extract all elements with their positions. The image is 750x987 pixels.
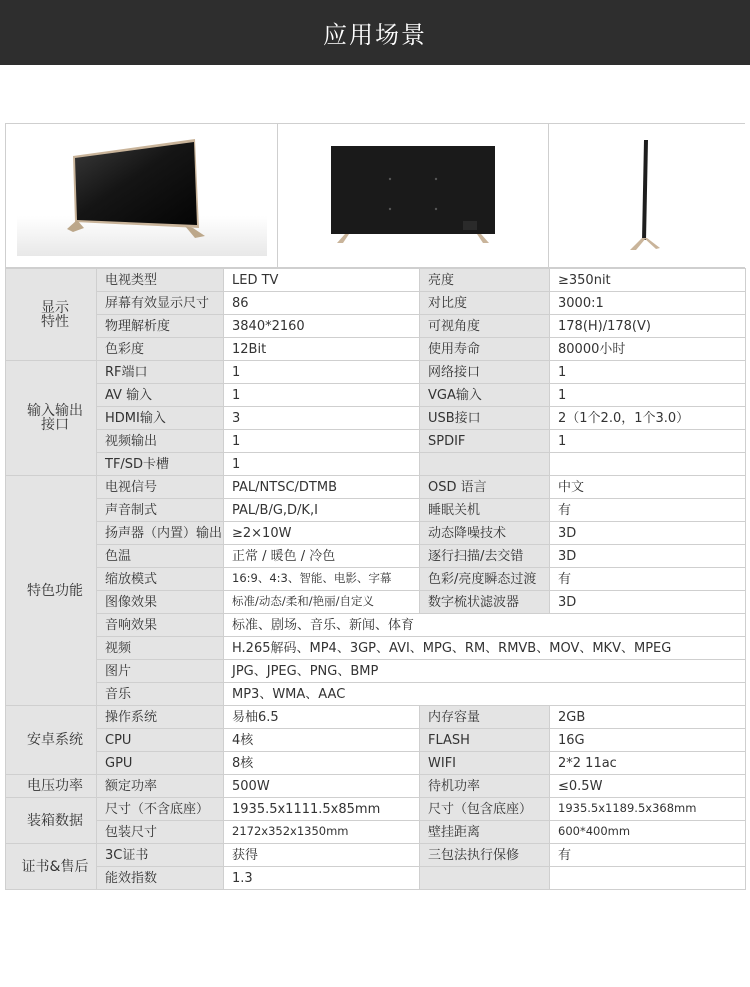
- group-features: 特色功能: [6, 476, 97, 706]
- spec-label: 网络接口: [420, 361, 550, 384]
- spec-value: 600*400mm: [550, 821, 746, 844]
- spec-label: VGA输入: [420, 384, 550, 407]
- table-row: [6, 775, 746, 798]
- spec-value: 2（1个2.0，1个3.0）: [550, 407, 746, 430]
- spec-value: 3D: [550, 545, 746, 568]
- spec-label: 图片: [97, 660, 224, 683]
- spec-value: 3840*2160: [224, 315, 420, 338]
- spec-label: [420, 867, 550, 890]
- table-row: [6, 614, 746, 637]
- table-row: [6, 407, 746, 430]
- group-display: 显示 特性: [6, 269, 97, 361]
- table-row: [6, 591, 746, 614]
- table-row: [6, 292, 746, 315]
- spec-label: 三包法执行保修: [420, 844, 550, 867]
- spec-label: 额定功率: [97, 775, 224, 798]
- spec-value: 2172x352x1350mm: [224, 821, 420, 844]
- spec-value: PAL/NTSC/DTMB: [224, 476, 420, 499]
- spec-value: 1: [550, 384, 746, 407]
- spec-label: 尺寸（不含底座）: [97, 798, 224, 821]
- spec-value: 178(H)/178(V): [550, 315, 746, 338]
- table-row: [6, 338, 746, 361]
- spec-value: 1.3: [224, 867, 420, 890]
- spec-label: AV 输入: [97, 384, 224, 407]
- spec-label: USB接口: [420, 407, 550, 430]
- spec-label: 色温: [97, 545, 224, 568]
- spec-label: CPU: [97, 729, 224, 752]
- table-row: [6, 844, 746, 867]
- table-row: [6, 706, 746, 729]
- spec-label: 动态降噪技术: [420, 522, 550, 545]
- spec-value: 1935.5x1111.5x85mm: [224, 798, 420, 821]
- spec-label: [420, 453, 550, 476]
- table-row: [6, 269, 746, 292]
- group-cert: 证书&售后: [6, 844, 97, 890]
- spec-value: 有: [550, 844, 746, 867]
- spec-label: TF/SD卡槽: [97, 453, 224, 476]
- spec-value: 有: [550, 568, 746, 591]
- spec-value: 有: [550, 499, 746, 522]
- spec-label: 视频: [97, 637, 224, 660]
- spec-label: OSD 语言: [420, 476, 550, 499]
- tv-front-angle-image: [6, 124, 278, 267]
- page-header: [0, 0, 750, 65]
- spec-label: 尺寸（包含底座）: [420, 798, 550, 821]
- spec-value: 1: [224, 361, 420, 384]
- spec-value: LED TV: [224, 269, 420, 292]
- spec-label: 电视信号: [97, 476, 224, 499]
- spec-value: 16G: [550, 729, 746, 752]
- table-row: [6, 729, 746, 752]
- spec-label: 图像效果: [97, 591, 224, 614]
- spec-value: PAL/B/G,D/K,I: [224, 499, 420, 522]
- spec-value: 4核: [224, 729, 420, 752]
- spec-label: 缩放模式: [97, 568, 224, 591]
- group-packing: 装箱数据: [6, 798, 97, 844]
- spec-label: 壁挂距离: [420, 821, 550, 844]
- spec-value: 获得: [224, 844, 420, 867]
- table-row: [6, 499, 746, 522]
- spec-value: 易柚6.5: [224, 706, 420, 729]
- spec-value: 3: [224, 407, 420, 430]
- table-row: [6, 476, 746, 499]
- page-title: 应用场景: [323, 21, 427, 49]
- spec-label: 声音制式: [97, 499, 224, 522]
- spec-label: FLASH: [420, 729, 550, 752]
- spec-value: 86: [224, 292, 420, 315]
- spec-value: MP3、WMA、AAC: [224, 683, 746, 706]
- spec-label: 可视角度: [420, 315, 550, 338]
- table-row: [6, 453, 746, 476]
- group-android: 安卓系统: [6, 706, 97, 775]
- spec-label: 使用寿命: [420, 338, 550, 361]
- tv-back-image: [278, 124, 549, 267]
- spec-value: 1: [224, 384, 420, 407]
- table-row: [6, 522, 746, 545]
- spec-label: 对比度: [420, 292, 550, 315]
- table-row: [6, 545, 746, 568]
- table-row: [6, 867, 746, 890]
- table-row: [6, 384, 746, 407]
- spec-value: 中文: [550, 476, 746, 499]
- spec-value: H.265解码、MP4、3GP、AVI、MPG、RM、RMVB、MOV、MKV、MPEG: [224, 637, 746, 660]
- spec-label: 能效指数: [97, 867, 224, 890]
- spec-label: 待机功率: [420, 775, 550, 798]
- spec-label: WIFI: [420, 752, 550, 775]
- spec-label: 包装尺寸: [97, 821, 224, 844]
- spec-value: 1935.5x1189.5x368mm: [550, 798, 746, 821]
- table-row: [6, 430, 746, 453]
- tv-side-image: [549, 124, 746, 267]
- spec-label: 音乐: [97, 683, 224, 706]
- spec-value: JPG、JPEG、PNG、BMP: [224, 660, 746, 683]
- spec-table: [5, 268, 746, 890]
- spec-label: 扬声器（内置）输出: [97, 522, 224, 545]
- spec-value: 标准/动态/柔和/艳丽/自定义: [224, 591, 420, 614]
- spec-value: 3000:1: [550, 292, 746, 315]
- spec-label: 逐行扫描/去交错: [420, 545, 550, 568]
- spec-value: ≥2×10W: [224, 522, 420, 545]
- table-row: [6, 637, 746, 660]
- spec-label: 视频输出: [97, 430, 224, 453]
- spec-label: 电视类型: [97, 269, 224, 292]
- spec-label: SPDIF: [420, 430, 550, 453]
- spec-value: 1: [224, 430, 420, 453]
- spec-value: [550, 867, 746, 890]
- spec-value: 16:9、4:3、智能、电影、字幕: [224, 568, 420, 591]
- spec-value: 500W: [224, 775, 420, 798]
- spec-label: 物理解析度: [97, 315, 224, 338]
- spec-label: 睡眠关机: [420, 499, 550, 522]
- table-row: [6, 798, 746, 821]
- spec-label: 操作系统: [97, 706, 224, 729]
- spec-value: 3D: [550, 522, 746, 545]
- spec-value: ≥350nit: [550, 269, 746, 292]
- table-row: [6, 660, 746, 683]
- spec-label: 亮度: [420, 269, 550, 292]
- product-image-strip: [5, 123, 745, 268]
- spec-value: 1: [550, 430, 746, 453]
- spec-label: HDMI输入: [97, 407, 224, 430]
- spec-value: 3D: [550, 591, 746, 614]
- table-row: [6, 361, 746, 384]
- group-power: 电压功率: [6, 775, 97, 798]
- group-io: 输入输出 接口: [6, 361, 97, 476]
- spec-label: GPU: [97, 752, 224, 775]
- spec-value: 8核: [224, 752, 420, 775]
- spec-value: 正常 / 暖色 / 冷色: [224, 545, 420, 568]
- table-row: [6, 752, 746, 775]
- spec-label: 3C证书: [97, 844, 224, 867]
- spec-label: RF端口: [97, 361, 224, 384]
- spec-value: 80000小时: [550, 338, 746, 361]
- table-row: [6, 821, 746, 844]
- spec-label: 内存容量: [420, 706, 550, 729]
- spec-value: 2GB: [550, 706, 746, 729]
- spec-label: 音响效果: [97, 614, 224, 637]
- spec-value: 1: [550, 361, 746, 384]
- spec-value: 12Bit: [224, 338, 420, 361]
- table-row: [6, 568, 746, 591]
- spec-value: 标准、剧场、音乐、新闻、体育: [224, 614, 746, 637]
- spec-value: [550, 453, 746, 476]
- table-row: [6, 315, 746, 338]
- spec-label: 色彩度: [97, 338, 224, 361]
- spec-label: 数字梳状滤波器: [420, 591, 550, 614]
- spec-label: 屏幕有效显示尺寸: [97, 292, 224, 315]
- spec-value: 2*2 11ac: [550, 752, 746, 775]
- table-row: [6, 683, 746, 706]
- spec-value: ≤0.5W: [550, 775, 746, 798]
- spec-value: 1: [224, 453, 420, 476]
- spec-label: 色彩/亮度瞬态过渡: [420, 568, 550, 591]
